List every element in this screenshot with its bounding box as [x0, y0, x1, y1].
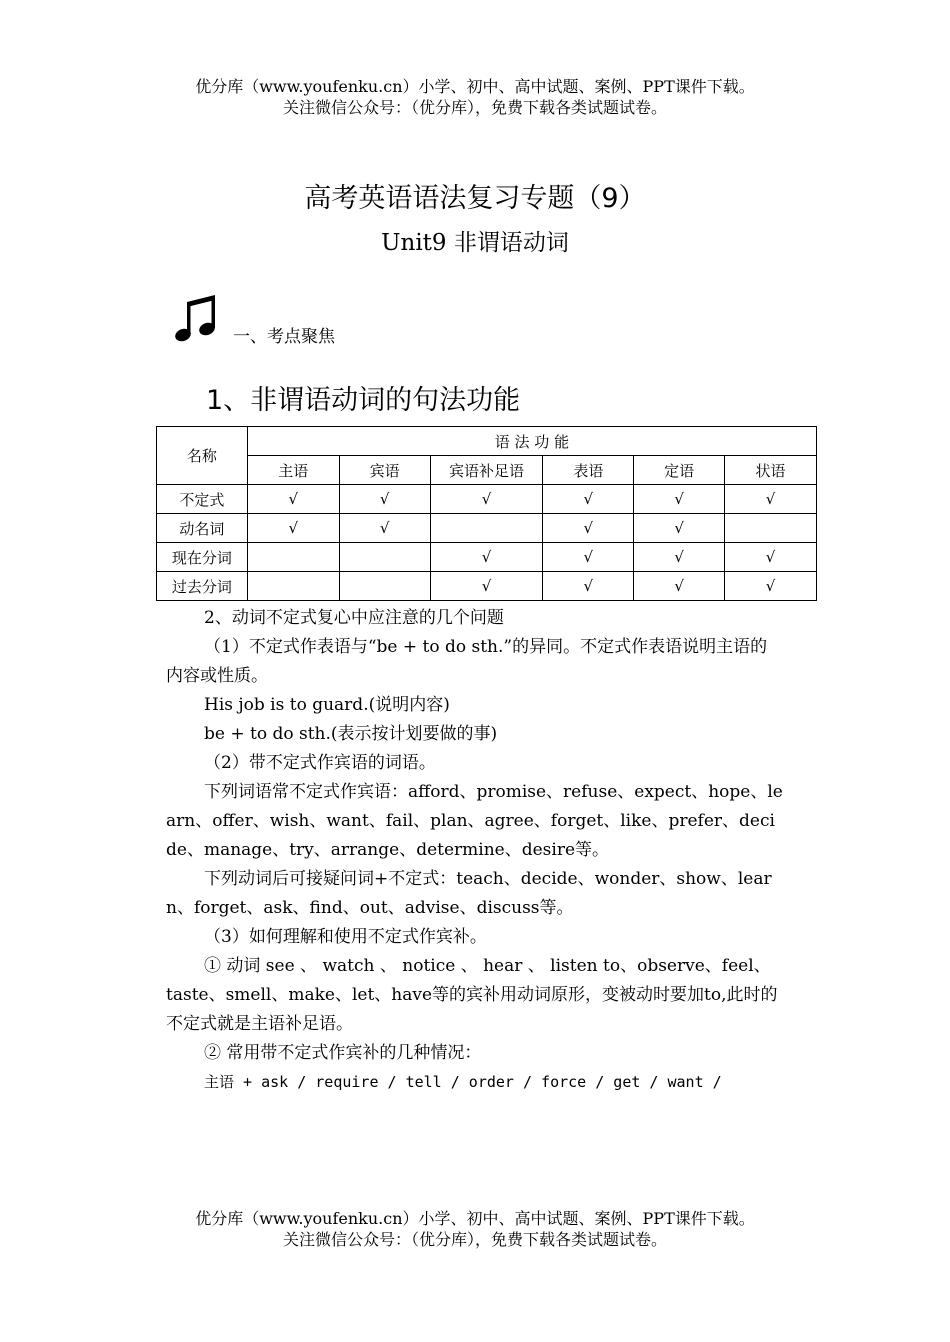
table-cell: √: [543, 514, 634, 543]
row-name: 现在分词: [157, 543, 248, 572]
table-row: [157, 485, 817, 514]
table-cell: √: [430, 485, 543, 514]
table-column-headers: [157, 456, 817, 485]
table-name-header: 名称: [157, 427, 248, 485]
footer-line-1: 优分库（www.youfenku.cn）小学、初中、高中试题、案例、PPT课件下载。: [195, 1209, 755, 1228]
table-cell: √: [725, 485, 817, 514]
row-name: 不定式: [157, 485, 248, 514]
table-cell: √: [430, 543, 543, 572]
example-sentence: be + to do sth.(表示按计划要做的事): [204, 724, 498, 744]
paragraph: 2、动词不定式复心中应注意的几个问题: [204, 608, 504, 628]
header-line-2: 关注微信公众号：（优分库），免费下载各类试题试卷。: [282, 98, 667, 117]
column-header: 宾语补足语: [430, 456, 543, 485]
paragraph: 主语 + ask / require / tell / order / force / get / want /: [204, 1073, 722, 1091]
table-cell: √: [430, 572, 543, 601]
main-content: [166, 604, 783, 1097]
document-title: 高考英语语法复习专题（9）: [304, 183, 646, 214]
table-cell: [339, 572, 430, 601]
table-cell: √: [543, 485, 634, 514]
footer-line-2: 关注微信公众号：（优分库），免费下载各类试题试卷。: [282, 1230, 667, 1249]
table-cell: √: [543, 543, 634, 572]
table-cell: [725, 514, 817, 543]
table-cell: √: [543, 572, 634, 601]
paragraph: 下列词语常不定式作宾语：afford、promise、refuse、expect、hope、learn、offer、wish、want、fail、plan、agree、forget、like、prefer、decide、manage、try、arrange、determine、desire等。: [166, 782, 783, 860]
table-cell: [247, 572, 339, 601]
table-cell: [339, 543, 430, 572]
table-cell: [430, 514, 543, 543]
page-footer: [0, 1208, 950, 1250]
table-row: [157, 543, 817, 572]
table-cell: √: [339, 485, 430, 514]
grammar-function-table: [156, 426, 817, 601]
table-cell: √: [339, 514, 430, 543]
column-header: 宾语: [339, 456, 430, 485]
paragraph: ② 常用带不定式作宾补的几种情况：: [204, 1043, 482, 1063]
column-header: 定语: [634, 456, 725, 485]
column-header: 表语: [543, 456, 634, 485]
table-cell: √: [725, 543, 817, 572]
table-cell: √: [634, 514, 725, 543]
paragraph: ① 动词 see 、 watch 、 notice 、 hear 、 listen to、observe、feel、taste、smell、make、let、have等的宾补用动词原形，变被动时要加to,此时的不定式就是主语补足语。: [166, 956, 778, 1034]
header-line-1: 优分库（www.youfenku.cn）小学、初中、高中试题、案例、PPT课件下载。: [195, 77, 755, 96]
paragraph: 下列动词后可接疑问词+不定式：teach、decide、wonder、show、learn、forget、ask、find、out、advise、discuss等。: [166, 869, 772, 918]
column-header: 状语: [725, 456, 817, 485]
table-row: [157, 514, 817, 543]
document-subtitle: Unit9 非谓语动词: [381, 230, 569, 256]
row-name: 动名词: [157, 514, 248, 543]
column-header: 主语: [247, 456, 339, 485]
row-name: 过去分词: [157, 572, 248, 601]
table-cell: √: [634, 543, 725, 572]
table-cell: √: [247, 485, 339, 514]
section-title: 1、非谓语动词的句法功能: [206, 385, 521, 416]
table-cell: √: [725, 572, 817, 601]
paragraph: （2）带不定式作宾语的词语。: [204, 753, 436, 773]
table-row: [157, 572, 817, 601]
paragraph: （3）如何理解和使用不定式作宾补。: [204, 927, 487, 947]
section-heading-1: 一、考点聚焦: [233, 327, 335, 347]
table-cell: √: [247, 514, 339, 543]
page-header: [0, 76, 950, 118]
table-function-header: 语 法 功 能: [247, 427, 816, 456]
example-sentence: His job is to guard.(说明内容): [204, 695, 450, 715]
music-note-icon: [174, 292, 220, 344]
table-cell: √: [634, 572, 725, 601]
table-cell: √: [634, 485, 725, 514]
table-cell: [247, 543, 339, 572]
paragraph: （1）不定式作表语与“be + to do sth.”的异同。不定式作表语说明主语的内容或性质。: [166, 637, 768, 686]
